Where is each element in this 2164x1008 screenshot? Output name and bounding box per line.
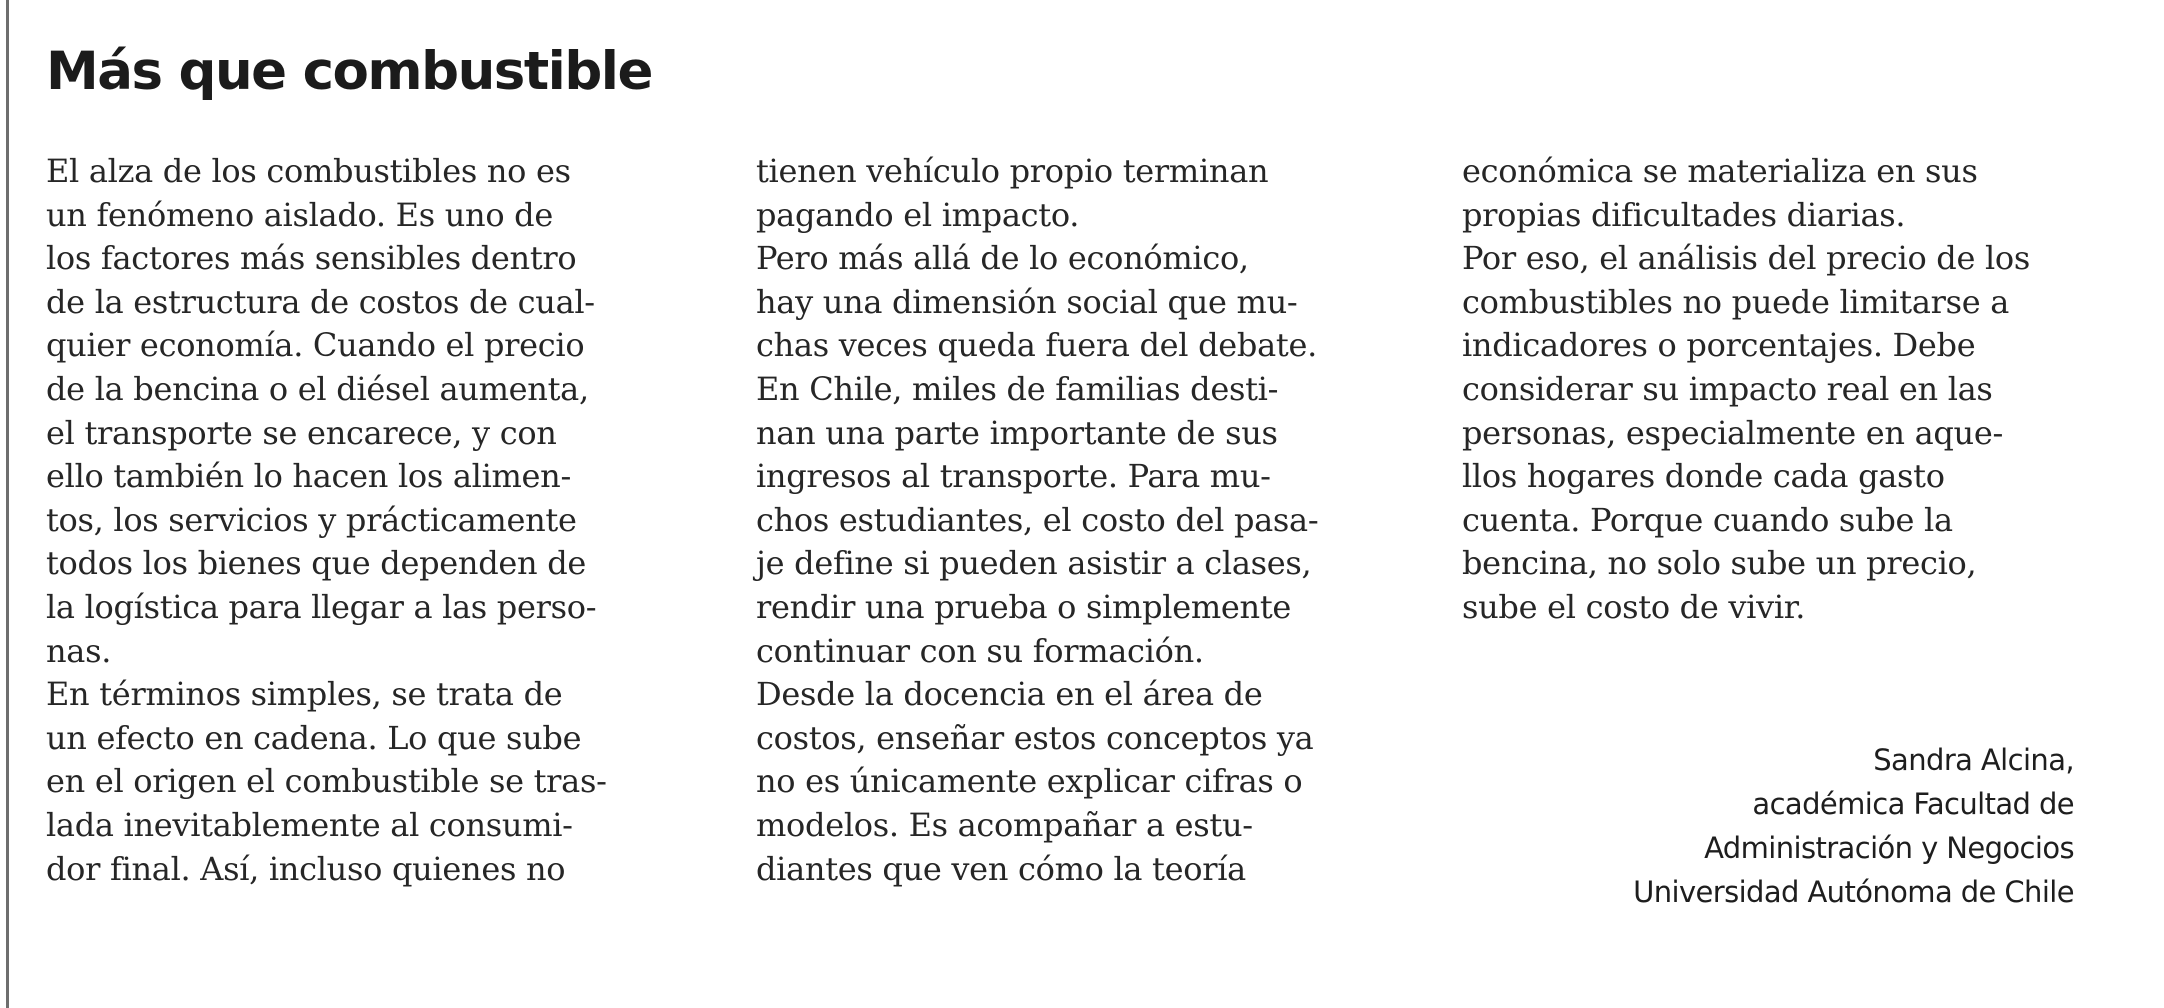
author-faculty: Administración y Negocios	[1704, 831, 2074, 865]
author-title: académica Facultad de	[1752, 787, 2074, 821]
text-line: diantes que ven cómo la teoría	[756, 849, 1246, 888]
text-line: personas, especialmente en aque-	[1462, 413, 2004, 452]
text-line: económica se materializa en sus	[1462, 152, 1978, 190]
text-line: tos, los servicios y prácticamente	[46, 500, 577, 539]
text-line: je define si pueden asistir a clases,	[756, 544, 1312, 583]
text-line: de la bencina o el diésel aumenta,	[46, 369, 589, 408]
text-line: todos los bienes que dependen de	[46, 544, 587, 583]
text-line: un fenómeno aislado. Es uno de	[46, 195, 553, 234]
text-line: ello también lo hacen los alimen-	[46, 457, 572, 496]
text-line: ingresos al transporte. Para mu-	[756, 457, 1271, 496]
author-university: Universidad Autónoma de Chile	[1633, 875, 2074, 909]
article-column-2	[756, 150, 1416, 891]
text-line: rendir una prueba o simplemente	[756, 587, 1292, 626]
text-line: chas veces queda fuera del debate.	[756, 326, 1317, 365]
article-column-1	[46, 150, 706, 891]
text-line: lada inevitablemente al consumi-	[46, 805, 573, 844]
text-line: el transporte se encarece, y con	[46, 413, 557, 452]
text-line: un efecto en cadena. Lo que sube	[46, 718, 582, 757]
text-line: chos estudiantes, el costo del pasa-	[756, 500, 1319, 539]
text-line: los factores más sensibles dentro	[46, 239, 577, 278]
text-line: la logística para llegar a las perso-	[46, 587, 597, 626]
text-line: de la estructura de costos de cual-	[46, 282, 595, 321]
text-line: no es únicamente explicar cifras o	[756, 762, 1303, 801]
text-line: hay una dimensión social que mu-	[756, 282, 1298, 321]
text-line: quier economía. Cuando el precio	[46, 326, 585, 365]
text-line: nas.	[46, 631, 112, 670]
text-line: cuenta. Porque cuando sube la	[1462, 500, 1953, 539]
author-name: Sandra Alcina,	[1873, 743, 2074, 777]
text-line: indicadores o porcentajes. Debe	[1462, 326, 1976, 365]
text-line: En Chile, miles de familias desti-	[756, 369, 1279, 408]
text-line: sube el costo de vivir.	[1462, 587, 1806, 626]
text-line: Por eso, el análisis del precio de los	[1462, 239, 2031, 278]
text-line: modelos. Es acompañar a estu-	[756, 805, 1253, 844]
article-column-3	[1462, 150, 2142, 630]
author-byline	[1633, 738, 2074, 914]
text-line: llos hogares donde cada gasto	[1462, 457, 1945, 496]
text-line: continuar con su formación.	[756, 631, 1204, 670]
text-line: pagando el impacto.	[756, 195, 1080, 234]
text-line: bencina, no solo sube un precio,	[1462, 544, 1977, 583]
text-line: dor final. Así, incluso quienes no	[46, 849, 566, 888]
text-line: propias dificultades diarias.	[1462, 195, 1906, 234]
text-line: El alza de los combustibles no es	[46, 152, 571, 190]
column-divider-rule	[6, 0, 9, 1008]
text-line: tienen vehículo propio terminan	[756, 152, 1269, 190]
text-line: Pero más allá de lo económico,	[756, 239, 1249, 278]
text-line: en el origen el combustible se tras-	[46, 762, 607, 801]
text-line: combustibles no puede limitarse a	[1462, 282, 2010, 321]
article-headline: Más que combustible	[46, 41, 652, 102]
text-line: nan una parte importante de sus	[756, 413, 1278, 452]
text-line: En términos simples, se trata de	[46, 675, 563, 714]
text-line: considerar su impacto real en las	[1462, 369, 1993, 408]
text-line: costos, enseñar estos conceptos ya	[756, 718, 1314, 757]
text-line: Desde la docencia en el área de	[756, 675, 1263, 714]
